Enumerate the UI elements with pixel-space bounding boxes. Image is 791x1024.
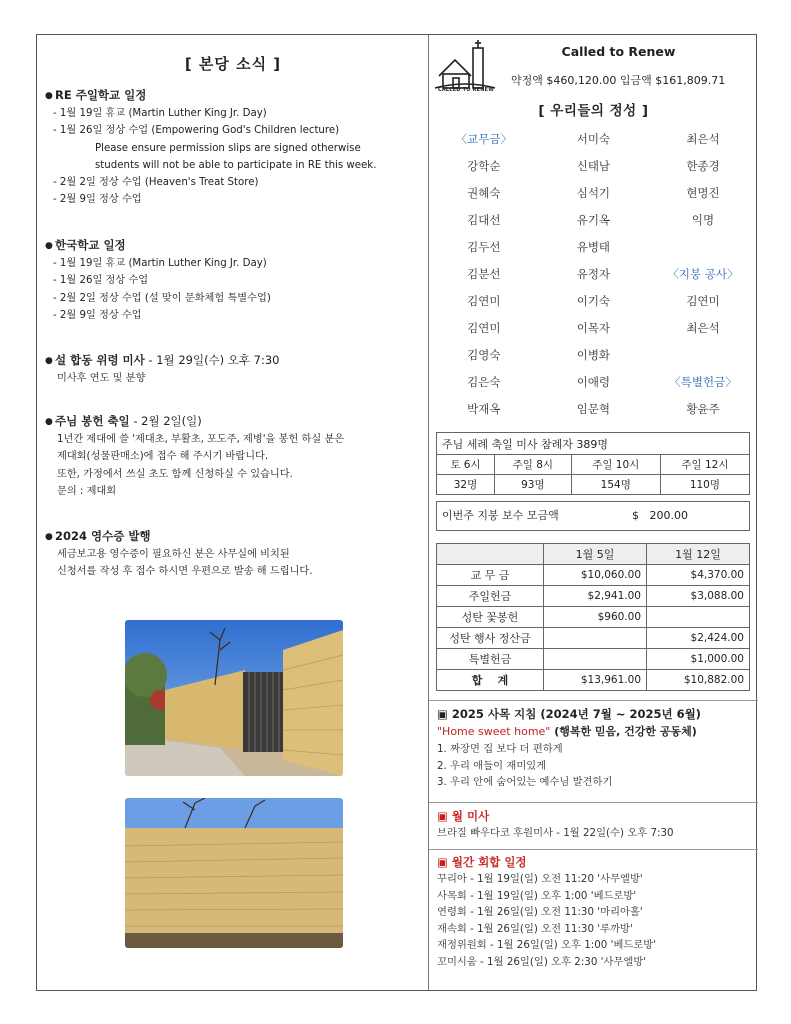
wall-gate-photo [125, 620, 343, 776]
attendance-value: 154명 [571, 475, 660, 495]
square-bullet-icon: ▣ [437, 809, 452, 823]
donor-category: 〈특별헌금〉 [669, 375, 737, 389]
pastoral-item: 2. 우리 애들이 재미있게 [437, 759, 547, 772]
parish-news-title: [ 본당 소식 ] [184, 55, 282, 73]
seol-heading: 설 합동 위령 미사 [55, 353, 145, 367]
attendance-caption: 주님 세례 축일 미사 참례자 389명 [437, 433, 750, 455]
donor-name: 김분선 [467, 267, 501, 281]
donor-name: 서미숙 [576, 132, 611, 146]
donor-name: 한종경 [686, 159, 720, 173]
donor-name [648, 239, 758, 266]
meetings-heading: 월간 회합 일정 [451, 855, 527, 869]
offering-header: 1월 12일 [647, 544, 750, 565]
donor-name: 익명 [691, 213, 715, 227]
attendance-value: 93명 [494, 475, 571, 495]
pledge-amount: $460,120.00 [546, 74, 617, 87]
offering-table [436, 543, 750, 691]
offering-header [437, 544, 544, 565]
offering-label: 특별헌금 [437, 649, 544, 670]
re-item: - 1월 19일 휴교 (Martin Luther King Jr. Day) [53, 108, 267, 119]
offering-value: $1,000.00 [647, 649, 750, 670]
presentation-line: 1년간 제대에 쓸 '제대초, 부활초, 포도주, 제병'을 봉헌 하실 분은 [57, 434, 345, 445]
attendance-header: 주일 8시 [494, 455, 571, 475]
offering-label: 주일헌금 [437, 586, 544, 607]
re-item: - 2월 9일 정상 수업 [53, 194, 142, 206]
monthly-meetings [437, 853, 752, 970]
offerings-column [429, 35, 758, 990]
offering-title: [ 우리들의 정성 ] [538, 103, 649, 119]
meeting-item: 꾸리아 - 1월 19일(일) 오전 11:20 '사무엘방' [437, 873, 643, 885]
bullet-icon: ● [45, 417, 53, 427]
pledge-label: 약정액 [511, 74, 543, 87]
offering-label: 성탄 꽃봉헌 [437, 607, 544, 628]
presentation-line: 또한, 가정에서 쓰실 초도 함께 신청하실 수 있습니다. [57, 468, 293, 480]
divider [429, 802, 758, 803]
donor-name: 임문혁 [576, 402, 611, 416]
roof-fund-amount: $ 200.00 [632, 509, 688, 522]
parish-news-column [37, 35, 429, 990]
pastoral-item: 3. 우리 안에 숨어있는 예수님 발견하기 [437, 776, 613, 788]
donor-name: 유병태 [576, 240, 611, 254]
donor-name: 최은석 [686, 321, 720, 335]
donor-name: 김연미 [467, 294, 501, 308]
donor-name: 이목자 [576, 321, 611, 335]
bullet-icon: ● [45, 241, 53, 251]
re-item: students will not be able to participate in RE this week. [95, 159, 377, 171]
offering-total: $10,882.00 [647, 670, 750, 691]
donor-name: 김연미 [467, 321, 501, 335]
donor-name: 유기옥 [576, 213, 611, 227]
pastoral-heading: 2025 사목 지침 (2024년 7월 ~ 2025년 6월) [451, 707, 701, 721]
receipt-line: 신청서를 작성 후 접수 하시면 우편으로 발송 해 드립니다. [57, 566, 313, 578]
paid-amount: $161,809.71 [655, 74, 726, 87]
offering-label: 교 무 금 [437, 565, 544, 586]
donor-name: 권혜숙 [467, 186, 501, 200]
roof-fund-box [436, 501, 750, 531]
meeting-item: 사목회 - 1월 19일(일) 오후 1:00 '베드로방' [437, 889, 637, 902]
pastoral-motto-rest: (행복한 믿음, 건강한 공동체) [550, 725, 697, 738]
campaign-title: Called to Renew [561, 44, 676, 59]
offering-total: $13,961.00 [544, 670, 647, 691]
tax-receipt [45, 528, 425, 581]
offering-value: $960.00 [544, 607, 647, 628]
meeting-item: 연령회 - 1월 26일(일) 오전 11:30 '마리아홀' [437, 906, 643, 918]
bulletin-page [36, 34, 757, 991]
seol-line: 미사후 연도 및 분향 [57, 373, 146, 384]
receipt-heading: 2024 영수증 발행 [55, 529, 151, 543]
donor-category: 〈교무금〉 [455, 132, 512, 146]
korean-item: - 2월 2일 정상 수업 (설 맞이 문화체험 특별수업) [53, 292, 271, 304]
monthly-mass [437, 807, 752, 842]
divider [429, 849, 758, 850]
donor-name: 강학순 [467, 159, 501, 173]
offering-value [544, 649, 647, 670]
meeting-item: 재정위원회 - 1월 26일(일) 오후 1:00 '베드로방' [437, 939, 657, 951]
roof-fund-label: 이번주 지붕 보수 모금액 [442, 509, 559, 522]
donor-name [648, 347, 758, 374]
re-heading: RE 주일학교 일정 [55, 88, 147, 102]
presentation-detail: - 2월 2일(일) [129, 414, 202, 428]
presentation-line: 문의 : 제대회 [57, 485, 117, 497]
re-schedule [45, 87, 425, 209]
re-item: - 1월 26일 정상 수업 (Empowering God's Children lecture) [53, 125, 340, 137]
monthly-mass-line: 브라질 빠우다코 후원미사 - 1월 22일(수) 오후 7:30 [437, 827, 674, 839]
donor-name: 이애령 [576, 375, 611, 389]
re-item: Please ensure permission slips are signed otherwise [95, 142, 361, 154]
donor-names [429, 131, 758, 428]
presentation-heading: 주님 봉헌 축일 [55, 414, 130, 428]
attendance-table [436, 432, 750, 495]
donor-name: 김은숙 [467, 375, 501, 389]
donor-name: 최은석 [686, 132, 720, 146]
meeting-item: 재속회 - 1월 26일(일) 오전 11:30 '루까방' [437, 922, 633, 935]
meeting-item: 꼬미시움 - 1월 26일(일) 오후 2:30 '사무엘방' [437, 955, 647, 968]
korean-heading: 한국학교 일정 [55, 238, 126, 252]
attendance-value: 110명 [660, 475, 749, 495]
attendance-header: 주일 12시 [660, 455, 749, 475]
donor-name: 박재옥 [467, 402, 501, 416]
korean-item: - 1월 26일 정상 수업 [53, 275, 149, 287]
presentation-feast [45, 413, 425, 500]
donor-name: 황윤주 [686, 402, 720, 416]
donor-name: 유정자 [576, 267, 611, 281]
campaign-amounts [511, 72, 725, 88]
offering-header: 1월 5일 [544, 544, 647, 565]
bullet-icon: ● [45, 91, 53, 101]
korean-item: - 1월 19일 휴교 (Martin Luther King Jr. Day) [53, 258, 267, 269]
attendance-header: 주일 10시 [571, 455, 660, 475]
square-bullet-icon: ▣ [437, 855, 452, 869]
offering-value: $3,088.00 [647, 586, 750, 607]
attendance-header: 토 6시 [437, 455, 495, 475]
donor-name: 신태남 [576, 159, 611, 173]
bullet-icon: ● [45, 532, 53, 542]
seol-memorial-mass [45, 352, 425, 387]
offering-value [647, 607, 750, 628]
donor-name: 이병화 [576, 348, 611, 362]
re-item: - 2월 2일 정상 수업 (Heaven's Treat Store) [53, 177, 259, 189]
logo-caption: CALLED TO RENEW [437, 87, 494, 93]
pastoral-item: 1. 짜장면 집 보다 더 편하게 [437, 743, 563, 755]
donor-category: 〈지붕 공사〉 [667, 267, 739, 281]
donor-name: 현명진 [686, 186, 720, 200]
square-bullet-icon: ▣ [437, 707, 452, 721]
offering-value: $2,424.00 [647, 628, 750, 649]
offering-value: $2,941.00 [544, 586, 647, 607]
donor-name: 김두선 [467, 240, 501, 254]
pastoral-motto: "Home sweet home" [437, 725, 551, 738]
donor-name: 김영숙 [467, 348, 501, 362]
donor-name: 심석기 [576, 186, 611, 200]
attendance-value: 32명 [437, 475, 495, 495]
korean-school-schedule [45, 237, 425, 324]
offering-total-label: 합 계 [437, 670, 544, 691]
monthly-mass-heading: 월 미사 [451, 809, 490, 823]
receipt-line: 세금보고용 영수증이 필요하신 분은 사무실에 비치된 [57, 549, 290, 560]
presentation-line: 제대회(성물판매소)에 접수 해 주시기 바랍니다. [57, 451, 269, 463]
donor-name: 김대선 [467, 213, 501, 227]
offering-value [544, 628, 647, 649]
bullet-icon: ● [45, 356, 53, 366]
paid-label: 입금액 [619, 74, 652, 87]
korean-item: - 2월 9일 정상 수업 [53, 309, 142, 321]
divider [429, 700, 758, 701]
offering-value: $10,060.00 [544, 565, 647, 586]
seol-detail: - 1월 29일(수) 오후 7:30 [144, 353, 280, 367]
offering-value: $4,370.00 [647, 565, 750, 586]
offering-label: 성탄 행사 정산금 [437, 628, 544, 649]
brick-wall-photo [125, 798, 343, 948]
donor-name: 김연미 [686, 294, 720, 308]
pastoral-guideline [437, 705, 752, 791]
donor-name: 이기숙 [576, 294, 611, 308]
